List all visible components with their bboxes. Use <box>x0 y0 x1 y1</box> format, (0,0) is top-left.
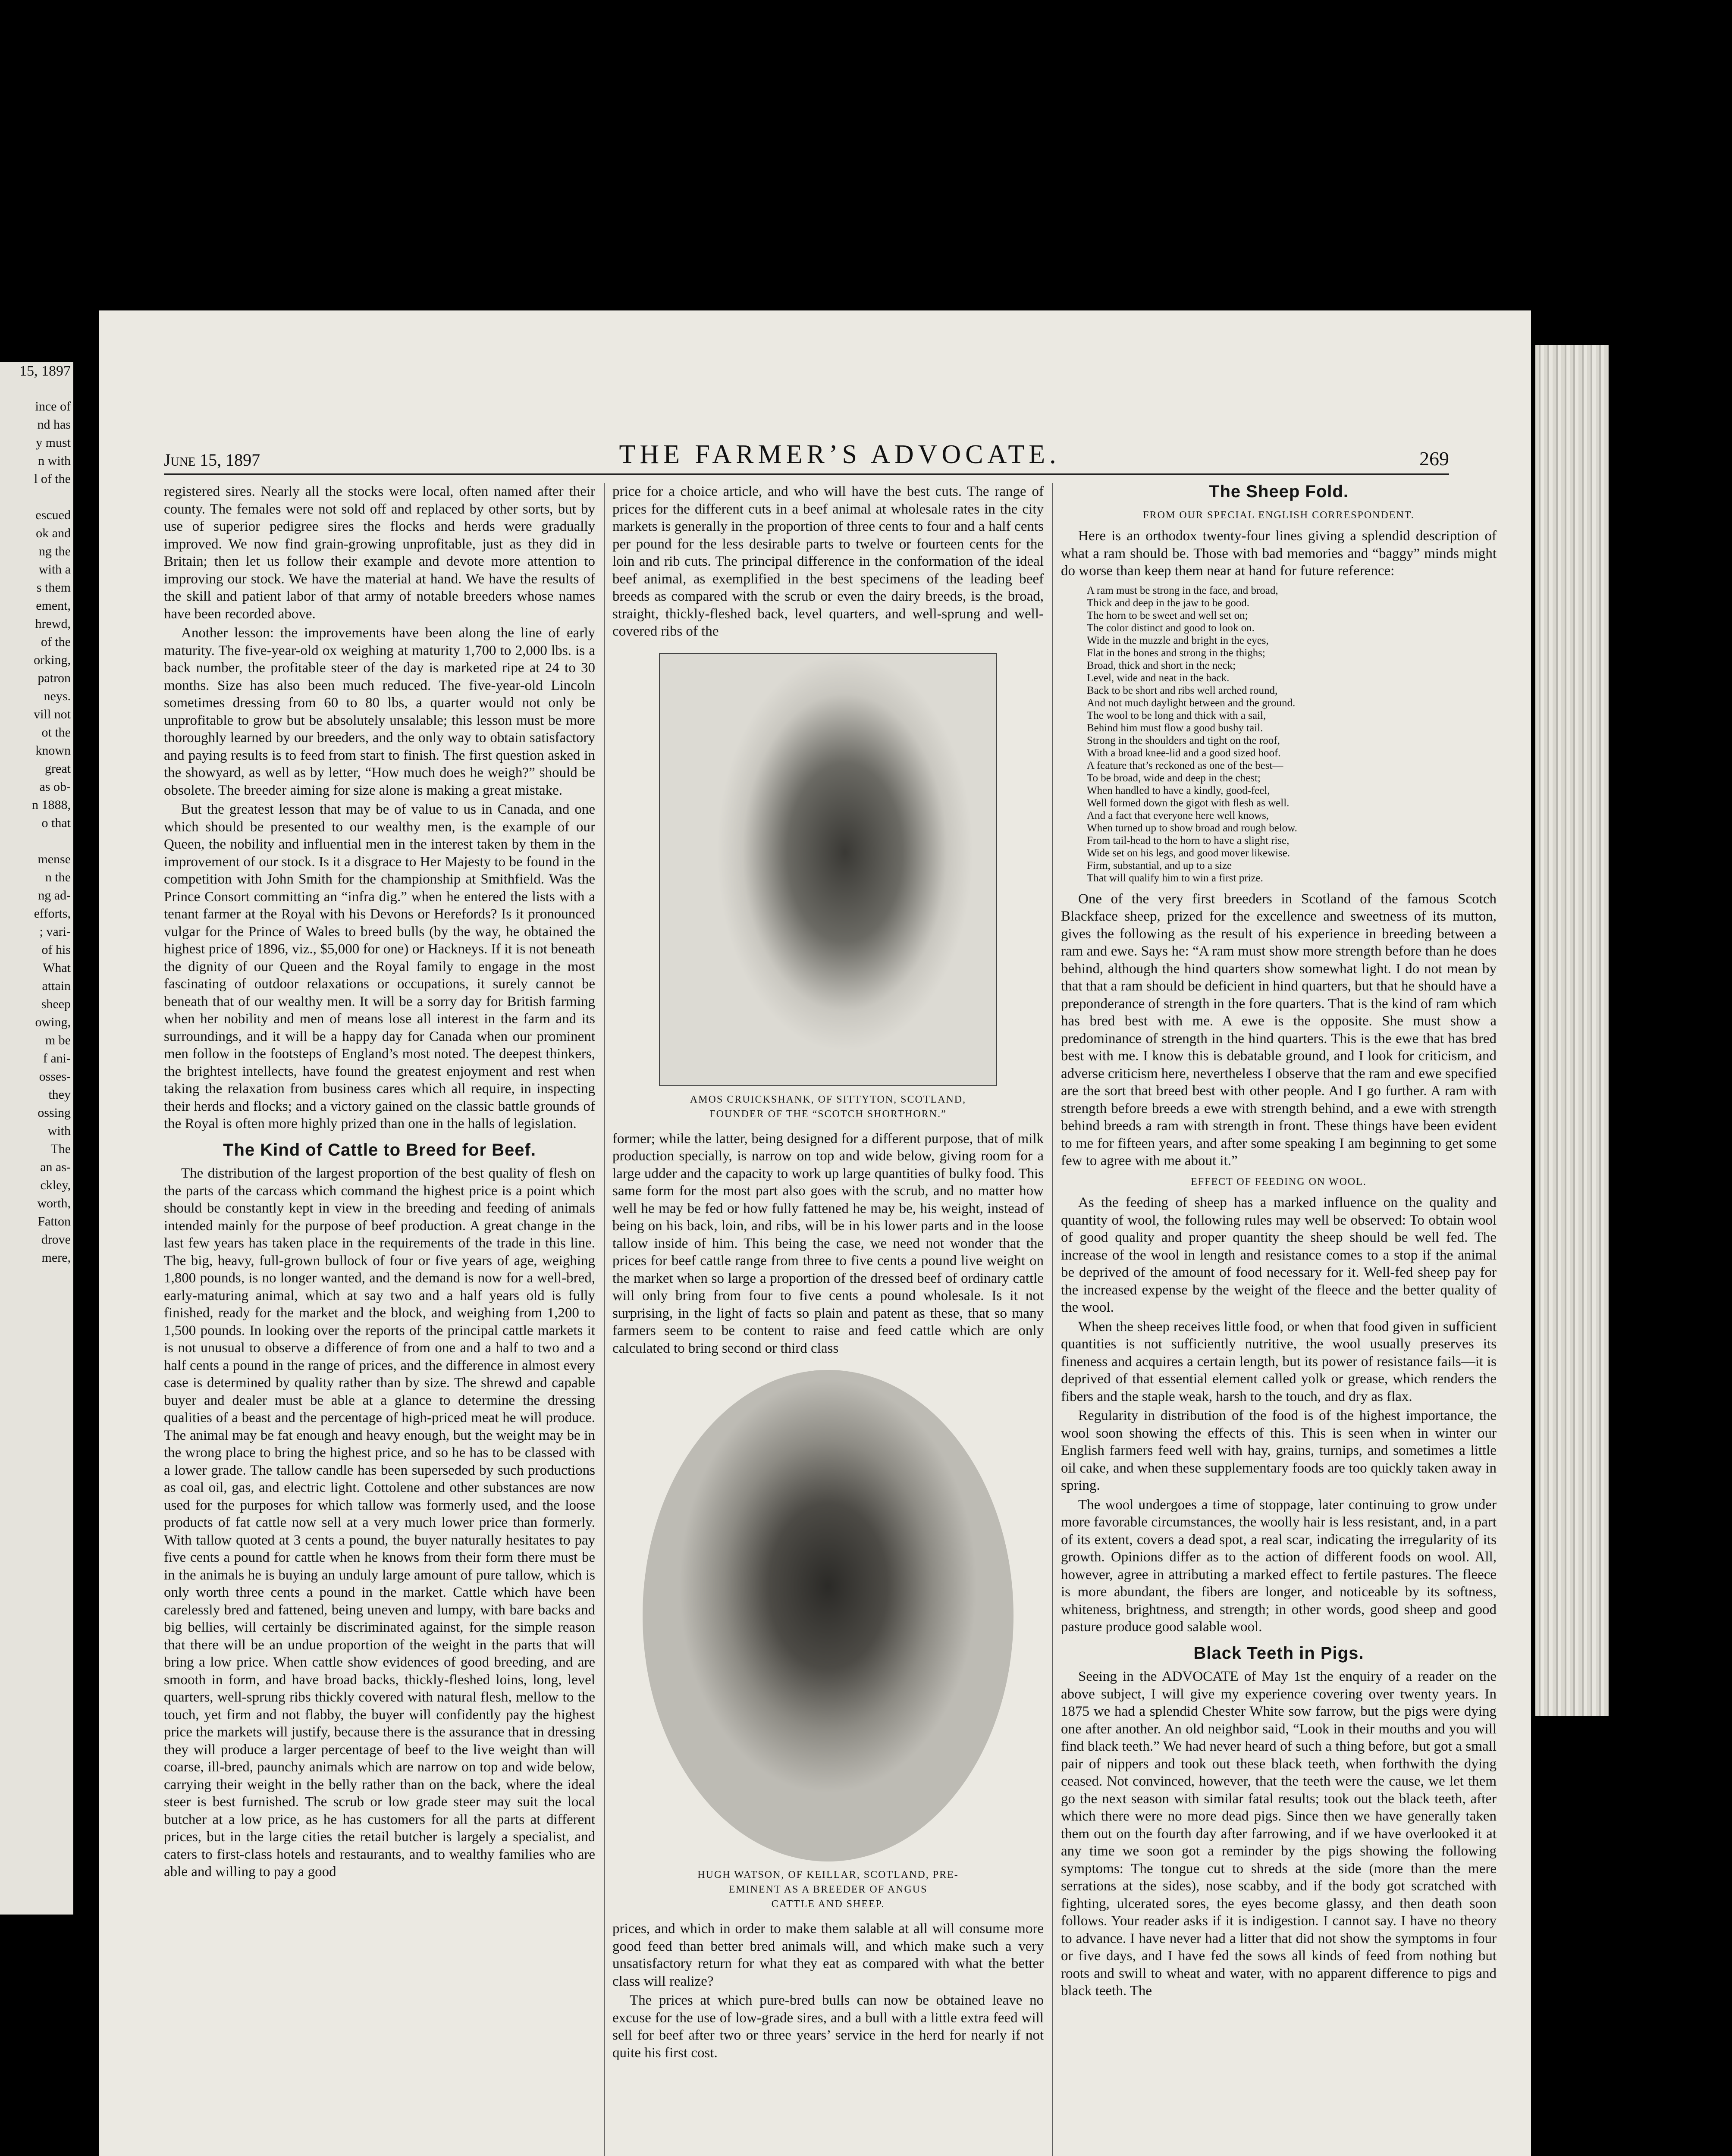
verse-line: When handled to have a kindly, good-feel, <box>1087 784 1270 796</box>
caption-line: FOUNDER OF THE “SCOTCH SHORTHORN.” <box>709 1108 947 1120</box>
text-fragment: worth, <box>37 1196 71 1210</box>
page-header <box>164 440 1449 475</box>
verse-line: Behind him must flow a good bushy tail. <box>1087 722 1263 734</box>
verse-line: And not much daylight between and the ground. <box>1087 697 1296 709</box>
text-fragment <box>0 832 73 850</box>
verse-line: From tail-head to the horn to have a slight rise, <box>1087 834 1290 846</box>
verse-block <box>1087 584 1497 884</box>
text-fragment: patron <box>38 671 71 685</box>
paragraph: When the sheep receives little food, or when that food given in sufficient quantities is not sufficiently nutritive, the wool usually preserves its fineness and acquires a certain length, but its power of resistance fails—it is deprived of that essential element called yolk or grease, which renders the fibers and the staple weak, harsh to the touch, and dry as flax. <box>1061 1319 1497 1404</box>
text-fragment: attain <box>42 979 71 993</box>
text-fragment: neys. <box>44 689 71 703</box>
text-fragment: owing, <box>35 1015 71 1029</box>
text-fragment: The <box>50 1142 71 1156</box>
verse-line: The color distinct and good to look on. <box>1087 622 1255 634</box>
text-fragment: great <box>45 761 71 776</box>
previous-page-header: 15, 1897 <box>19 363 71 379</box>
paragraph: Here is an orthodox twenty-four lines giving a splendid description of what a ram should be. Those with bad memories and “baggy” minds might do worse than keep them near at hand for future reference: <box>1061 528 1497 579</box>
verse-line: Firm, substantial, and up to a size <box>1087 859 1232 871</box>
paragraph: Another lesson: the improvements have been along the line of early maturity. The five-year-old ox weighing at maturity 1,700 to 2,000 lbs. is a back number, the profitable steer of the day is marketed ripe at 24 to 30 months. Size has also been much reduced. The five-year-old Lincoln sometimes dressing from 60 to 80 lbs, a quarter would not only be unprofitable to grow but be absolutely unsalable; this lesson must be more thoroughly learned by our breeders, and the only way to obtain satisfactory and paying results is to feed from start to finish. The first question asked in the showyard, as well as by letter, “How much does he weigh?” should be obsolete. The breeder aiming for size alone is making a great mistake. <box>164 625 595 798</box>
column-1 <box>164 483 595 2156</box>
paragraph: price for a choice article, and who will have the best cuts. The range of prices for the different cuts in a beef animal at wholesale rates in the city markets is generally in the proportion of three cents to four and a half cents per pound for the less desirable parts to twelve or fourteen cents for the loin and rib cuts. The principal difference in the conformation of the ideal beef animal, as exemplified in the best specimens of the leading beef breeds as compared with the scrub or even the dairy breeds, is the broad, straight, thickly-fleshed back, level quarters, and well-sprung and well-covered ribs of the <box>612 484 1044 639</box>
verse-line: The horn to be sweet and well set on; <box>1087 609 1248 621</box>
text-fragment: y must <box>36 436 71 450</box>
column-rule <box>604 483 605 2156</box>
text-fragment: s them <box>36 580 71 595</box>
text-fragment: ; vari- <box>39 924 71 939</box>
text-fragment: l of the <box>34 472 71 486</box>
verse-line: Thick and deep in the jaw to be good. <box>1087 597 1249 609</box>
paragraph: former; while the latter, being designed for a different purpose, that of milk production specially, is narrow on top and wide below, giving room for a large udder and the capacity to work up large quantities of bulky food. This same form for the most part also goes with the scrub, and no matter how well he may be fed or how fully fattened he may be, his weight, instead of being on his back, loin, and ribs, will be in his lower parts and in the loose tallow inside of him. This being the case, we need not wonder that the prices for beef cattle range from three to five cents a pound live weight on the market when so large a proportion of the dressed beef of ordinary cattle will only bring from four to five cents a pound wholesale. Is it not surprising, in the light of facts so plain and patent as these, that so many farmers seem to be content to raise and feed cattle which are only calculated to bring second or third class <box>612 1131 1044 1356</box>
text-fragment: m be <box>45 1033 71 1047</box>
text-fragment: ok and <box>36 526 71 540</box>
paragraph: As the feeding of sheep has a marked influence on the quality and quantity of wool, the following rules may well be observed: To obtain wool of good quality and proper quantity the sheep should be well fed. The increase of the wool in length and resistance comes to a stop if the animal be deprived of the amount of food necessary for it. Well-fed sheep pay for the increased expense by the weight of the fleece and the better quality of the wool. <box>1061 1195 1497 1315</box>
text-fragment: o that <box>41 816 71 830</box>
subheading: EFFECT OF FEEDING ON WOOL. <box>1191 1176 1367 1188</box>
article-heading: Black Teeth in Pigs. <box>1193 1643 1364 1663</box>
portrait-photo-watson <box>643 1370 1013 1861</box>
article-heading: The Kind of Cattle to Breed for Beef. <box>223 1140 536 1159</box>
portrait-figure <box>612 1370 1044 1912</box>
verse-line: That will qualify him to win a first prize. <box>1087 872 1263 884</box>
issue-date: June 15, 1897 <box>164 450 260 470</box>
paragraph: prices, and which in order to make them salable at all will consume more good feed than better bred animals will, and which make such a very unsatisfactory return for what they eat as compared with what the better class will realize? <box>612 1921 1044 1989</box>
text-fragment <box>0 488 73 506</box>
column-rule <box>1052 483 1053 2156</box>
verse-line: Broad, thick and short in the neck; <box>1087 659 1236 671</box>
book-page-edges <box>1535 345 1609 1716</box>
paragraph: The wool undergoes a time of stoppage, later continuing to grow under more favorable circumstances, the woolly hair is less resistant, and, in a part of its extent, covers a dead spot, a real scar, indicating the irregularity of its growth. Opinions differ as to the action of different foods on wool. All, however, agree in attributing a marked effect to fertile pastures. The fleece is more abundant, the fibers are longer, and noticeable by its softness, whiteness, brightness, and strength; in other words, good sheep and good pasture produce good salable wool. <box>1061 1497 1497 1635</box>
verse-line: Flat in the bones and strong in the thighs; <box>1087 647 1265 659</box>
verse-line: And a fact that everyone here well knows, <box>1087 809 1269 821</box>
text-fragment: What <box>43 961 71 975</box>
text-fragment: ement, <box>36 599 71 613</box>
previous-page-edge <box>0 362 73 1915</box>
text-fragment: known <box>35 743 71 758</box>
paragraph: registered sires. Nearly all the stocks were local, often named after their county. The females were not sold off and replaced by other sorts, but by use of superior pedigree sires the flocks and herds were gradually improved. We now find grain-growing unprofitable, just as they did in Britain; then let us follow their example and devote more attention to improving our stock. We have the material at hand. We have the results of the skill and patient labor of that army of notable breeders whose names have been recorded above. <box>164 484 595 622</box>
verse-line: A feature that’s reckoned as one of the best— <box>1087 759 1283 771</box>
verse-line: A ram must be strong in the face, and broad, <box>1087 584 1278 596</box>
portrait-photo-cruickshank <box>659 653 997 1086</box>
paragraph: The prices at which pure-bred bulls can now be obtained leave no excuse for the use of low-grade sires, and a bull with a little extra feed will sell for beef after two or three years’ service in the herd for nearly if not quite his first cost. <box>612 1993 1044 2061</box>
paragraph: The distribution of the largest proportion of the best quality of flesh on the parts of the carcass which command the highest price is a point which should be constantly kept in view in the breeding and feeding of animals intended mainly for the purpose of beef production. A great change in the last few years has taken place in the requirements of the trade in this line. The big, heavy, full-grown bullock of four or five years of age, weighing 1,800 pounds, is no longer wanted, and the demand is now for a well-bred, early-maturing animal, which at say two and a half years old is fully finished, ready for the market and the block, and weighing from 1,200 to 1,500 pounds. In looking over the reports of the principal cattle markets it is not unusual to observe a difference of from one and a half to two and a half cents a pound in the range of prices, and the difference in almost every case is determined by quality rather than by size. The shrewd and capable buyer and dealer must be able at a glance to determine the dressing qualities of a beast and the percentage of high-priced meat he will produce. The animal may be fat enough and heavy enough, but the weight may be in the wrong place to bring the highest price, and so he has to be classed with a lower grade. The tallow candle has been superseded by such productions as coal oil, gas, and electric light. Cottolene and other substances are now used for the purposes for which tallow was formerly used, and the loose products of fat cattle now sell at a very much lower price than formerly. With tallow quoted at 3 cents a pound, the buyer naturally hesitates to pay five cents a pound for cattle when he knows from their form there must be in the animals he is buying an unduly large amount of pure tallow, which is only worth three cents a pound in the market. Cattle which have been carelessly bred and fattened, being uneven and lumpy, with bare backs and big bellies, will certainly be discriminated against, for the simple reason that there will be an undue proportion of the weight in the parts that will bring a low price. When cattle show evidences of good breeding, and are smooth in form, and have broad backs, thickly-fleshed loins, long, level quarters, well-sprung ribs thickly covered with natural flesh, mellow to the touch, yet firm and not flabby, the buyer will confidently pay the highest price the markets will justify, because there is the assurance that in dressing they will produce a larger percentage of beef to the live weight than will coarse, ill-bred, paunchy animals which are narrow on top and wide below, carrying their weight in the belly rather than on the back, where the ideal steer is best furnished. The scrub or low grade steer may suit the local butcher at a low price, as he has customers for all the parts at different prices, but in the large cities the retail butcher is largely a specialist, and caters to first-class hotels and restaurants, and to wealthy families who are able and willing to pay a good <box>164 1166 595 1880</box>
text-fragment: ng ad- <box>38 888 71 903</box>
verse-line: When turned up to show broad and rough below. <box>1087 822 1297 834</box>
text-fragment: orking, <box>34 653 71 667</box>
verse-line: To be broad, wide and deep in the chest; <box>1087 772 1261 784</box>
text-fragment: ng the <box>38 544 71 558</box>
text-fragment: osses- <box>39 1069 71 1084</box>
text-fragment: n with <box>38 454 71 468</box>
verse-line: The wool to be long and thick with a sail, <box>1087 709 1266 721</box>
text-fragment: an as- <box>40 1160 71 1174</box>
publication-title: THE FARMER’S ADVOCATE. <box>619 440 1061 469</box>
caption-line: HUGH WATSON, OF KEILLAR, SCOTLAND, PRE- <box>697 1869 959 1880</box>
text-fragment: with a <box>38 562 71 577</box>
caption-line: EMINENT AS A BREEDER OF ANGUS <box>728 1884 928 1895</box>
newspaper-page <box>99 310 1531 2156</box>
verse-line: Wide in the muzzle and bright in the eyes, <box>1087 634 1269 646</box>
paragraph: But the greatest lesson that may be of value to us in Canada, and one which should be presented to our wealthy men, is the example of our Queen, the nobility and influential men in the interest taken by them in the improvement of our stock. Is it a disgrace to Her Majesty to be found in the competition with John Smith for the championship at Smithfield. Was the Prince Consort committing an “infra dig.” when he entered the lists with a tenant farmer at the Royal with his Devons or Herefords? Is it pronounced vulgar for the Prince of Wales to breed bulls (by the way, he obtained the highest price of 1896, viz., $5,000 for one) or Hackneys. If it is not beneath the dignity of our Queen and the Royal family to engage in the most fascinating of outdoor relaxations or occupations, it surely cannot be beneath that of our wealthy men. It will be a sorry day for British farming when her nobility and men of means lose all interest in the farm and its surroundings, and it will be a happy day for Canada when our prominent men follow in the footsteps of England’s most noted. The deepest thinkers, the brightest intellects, have found the greatest enjoyment and rest when taking the relaxation from business cares which all require, in inspecting their herds and flocks; and a victory gained on the classic battle grounds of the Royal is often more highly prized than one in the halls of legislation. <box>164 802 595 1131</box>
text-fragment: ot the <box>41 725 71 740</box>
text-fragment: Fatton <box>38 1214 71 1228</box>
text-fragment: hrewd, <box>35 617 71 631</box>
paragraph: One of the very first breeders in Scotland of the famous Scotch Blackface sheep, prized for the excellence and sweetness of its mutton, gives the following as the result of his experience in breeding between a ram and ewe. Says he: “A ram must show more strength before than he does behind, although the hind quarters show somewhat light. I do not mean by that that a ram should be deficient in hind quarters, but that he should have a preponderance of strength in the fore quarters. That is the kind of ram which has bred best with me. A ewe is the opposite. She must show a predominance of strength in the hind quarters. This is the ewe that has bred best with me. I know this is debatable ground, and I look for criticism, and adverse criticism here, nevertheless I observe that the ram and ewe specified are the sort that breed best with other people. And I go further. A ram with strength before breeds a ewe with strength behind, and a ewe with strength behind breeds a ram with strength in front. These things have been evident to me for fifteen years, and after some speaking I am beginning to get some few to agree with me about it.” <box>1061 891 1497 1169</box>
text-fragment: mere, <box>41 1250 71 1265</box>
text-fragment: mense <box>38 852 71 866</box>
caption-line: AMOS CRUICKSHANK, OF SITTYTON, SCOTLAND, <box>690 1094 966 1105</box>
photo-caption <box>612 1868 1044 1912</box>
text-fragment: nd has <box>37 417 71 432</box>
verse-line: Back to be short and ribs well arched round, <box>1087 684 1278 696</box>
column-3 <box>1061 483 1497 2156</box>
page-number: 269 <box>1419 448 1449 470</box>
paragraph: Regularity in distribution of the food is of the highest importance, the wool soon showing the effects of this. This is seen when in winter our English farmers feed well with hay, grains, turnips, and sometimes a little oil cake, and when these supplementary foods are too quickly taken away in spring. <box>1061 1408 1497 1493</box>
text-fragment: as ob- <box>39 780 71 794</box>
portrait-figure <box>612 653 1044 1122</box>
text-fragment: n 1888, <box>32 798 71 812</box>
text-fragment: n the <box>45 870 71 884</box>
column-2 <box>612 483 1044 2156</box>
text-fragment: ossing <box>38 1106 71 1120</box>
text-fragment: of the <box>41 635 71 649</box>
text-fragment: efforts, <box>34 906 71 921</box>
text-fragment: of his <box>41 943 71 957</box>
text-fragment: f ani- <box>43 1051 71 1065</box>
text-fragment: they <box>48 1087 71 1102</box>
text-fragment: vill not <box>34 707 71 721</box>
text-fragment: escued <box>35 508 71 522</box>
article-heading: The Sheep Fold. <box>1209 483 1349 501</box>
text-fragment: ince of <box>35 399 71 414</box>
paragraph: Seeing in the ADVOCATE of May 1st the enquiry of a reader on the above subject, I will give my experience covering over twenty years. In 1875 we had a splendid Chester White sow farrow, but the pigs were dying one after another. An old neighbor said, “Look in their mouths and you will find black teeth.” We had never heard of such a thing before, but got a small pair of nippers and took out these black teeth, when forthwith the dying ceased. Not convinced, however, that the teeth were the cause, we let them go the next season with similar fatal results; took out the black teeth, after which there were no more dead pigs. Since then we have generally taken them out on the fourth day after farrowing, and if we have overlooked it at any time we soon got a reminder by the pigs showing the following symptoms: The tongue cut to shreds at the side (more than the mere serrations at the sides), nose scabby, and if the body got scratched with fighting, ulcerated sores, the eyes become glassy, and then death soon follows. Your reader asks if it is indigestion. I cannot say. I have no theory to advance. I have never had a litter that did not show the symptoms in four or five days, and I have fed the sows all kinds of feed from nothing but roots and swill to wheat and water, with no apparent difference to pigs and black teeth. The <box>1061 1669 1497 1999</box>
byline: FROM OUR SPECIAL ENGLISH CORRESPONDENT. <box>1143 509 1415 521</box>
photo-caption <box>612 1092 1044 1122</box>
verse-line: With a broad knee-lid and a good sized hoof. <box>1087 747 1281 759</box>
caption-line: CATTLE AND SHEEP. <box>771 1899 885 1910</box>
text-fragment: sheep <box>41 997 71 1011</box>
verse-line: Level, wide and neat in the back. <box>1087 672 1230 684</box>
verse-line: Wide set on his legs, and good mover likewise. <box>1087 847 1290 859</box>
verse-line: Well formed down the gigot with flesh as well. <box>1087 797 1290 809</box>
text-fragment: with <box>47 1124 71 1138</box>
text-fragment: drove <box>41 1232 71 1247</box>
text-fragment: ckley, <box>40 1178 71 1192</box>
verse-line: Strong in the shoulders and tight on the roof, <box>1087 734 1280 746</box>
previous-page-fragments <box>0 398 73 1267</box>
